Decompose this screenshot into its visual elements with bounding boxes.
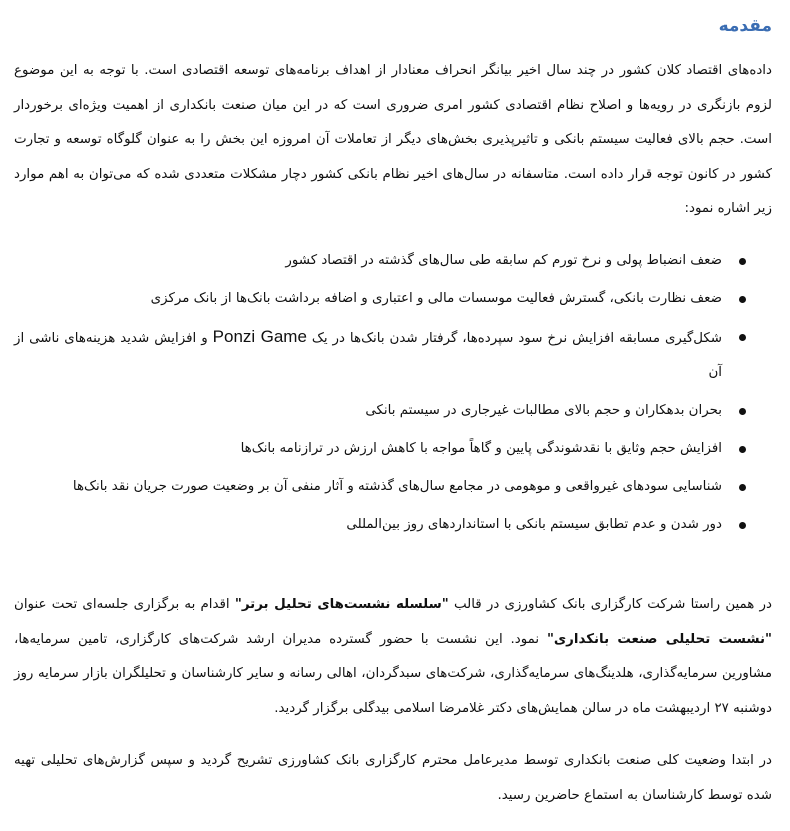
list-item-text: بحران بدهکاران و حجم بالای مطالبات غیرجاری در سیستم بانکی <box>365 403 722 418</box>
list-item <box>14 244 746 278</box>
list-item <box>14 320 746 390</box>
bullet-icon <box>739 522 746 529</box>
bullet-icon <box>739 408 746 415</box>
list-item <box>14 432 746 466</box>
bullet-icon <box>739 446 746 453</box>
bullet-icon <box>739 296 746 303</box>
event-text-part2: اقدام به برگزاری جلسه‌ای تحت عنوان <box>14 597 230 612</box>
list-item-text: شناسایی سودهای غیرواقعی و موهومی در مجامع سال‌های گذشته و آثار منفی آن بر وضعیت صورت جریان نقد بانک‌ها <box>72 479 722 494</box>
list-item <box>14 282 746 316</box>
bullet-icon <box>739 484 746 491</box>
intro-paragraph: داده‌های اقتصاد کلان کشور در چند سال اخیر بیانگر انحراف معنادار از اهداف برنامه‌های توسعه اقتصادی است. با توجه به این موضوع لزوم بازنگری در رویه‌ها و اصلاح نظام اقتصادی کشور امری ضروری است که در این میان صنعت بانکداری از اهمیت ویژه‌ای برخوردار است. حجم بالای فعالیت سیستم بانکی و تاثیرپذیری بخش‌های دیگر از تعاملات آن امروزه این بخش را به عنوان گلوگاه توسعه و تجارت کشور در کانون توجه قرار داده است. متاسفانه در سال‌های اخیر نظام بانکی کشور دچار مشکلات متعددی شده که می‌توان به اهم موارد زیر اشاره نمود: <box>14 63 772 216</box>
event-text-part3: نمود. این نشست با حضور گسترده مدیران ارشد شرکت‌های کارگزاری، تامین سرمایه‌ها، مشاورین سرمایه‌گذاری، هلدینگ‌های سرمایه‌گذاری، شرکت‌های سبدگردان، اهالی رسانه و سایر کارشناسان و تحلیلگران بازار سرمایه روز دوشنبه ۲۷ اردیبهشت ماه در سالن همایش‌های دکتر غلامرضا اسلامی بیدگلی برگزار گردید. <box>14 631 772 716</box>
list-item-text: ضعف نظارت بانکی، گسترش فعالیت موسسات مالی و اعتباری و اضافه برداشت بانک‌ها از بانک مرکزی <box>150 291 722 306</box>
bullet-icon <box>739 334 746 341</box>
list-item-text-before: شکل‌گیری مسابقه افزایش نرخ سود سپرده‌ها، گرفتار شدن بانک‌ها در یک <box>311 331 722 346</box>
event-text-part1: در همین راستا شرکت کارگزاری بانک کشاورزی در قالب <box>454 597 772 612</box>
list-item-text: ضعف انضباط پولی و نرخ تورم کم سابقه طی سال‌های گذشته در اقتصاد کشور <box>285 253 722 268</box>
ponzi-game-term: Ponzi Game <box>212 327 307 346</box>
list-item <box>14 508 746 542</box>
session-name: "نشست تحلیلی صنعت بانکداری" <box>546 631 772 647</box>
list-item-text-after: و افزایش شدید هزینه‌های ناشی از آن <box>14 331 722 380</box>
event-paragraph <box>14 588 772 726</box>
section-title: مقدمه <box>718 16 772 36</box>
closing-paragraph: در ابتدا وضعیت کلی صنعت بانکداری توسط مدیرعامل محترم کارگزاری بانک کشاورزی تشریح گردید و سپس گزارش‌های تحلیلی تهیه شده توسط کارشناسان به استماع حاضرین رسید. <box>14 753 772 803</box>
list-item <box>14 470 746 504</box>
list-item <box>14 394 746 428</box>
problems-list <box>14 244 746 546</box>
series-name: "سلسله نشست‌های تحلیل برتر" <box>234 597 449 612</box>
bullet-icon <box>739 258 746 265</box>
list-item-text: دور شدن و عدم تطابق سیستم بانکی با استانداردهای روز بین‌المللی <box>346 517 722 532</box>
list-item-text: افزایش حجم وثایق با نقدشوندگی پایین و گاهاً مواجه با کاهش ارزش در ترازنامه بانک‌ها <box>240 441 722 456</box>
